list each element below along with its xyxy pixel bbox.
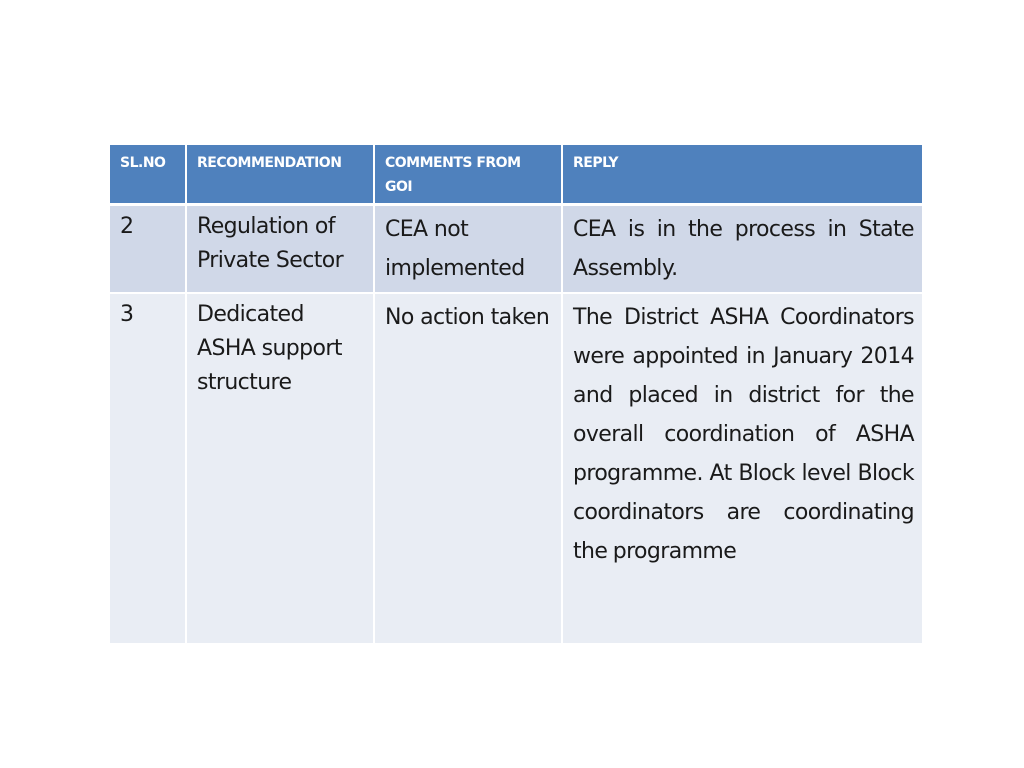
header-recommendation: RECOMMENDATION: [186, 145, 374, 205]
cell-comments: [374, 205, 562, 294]
header-reply: REPLY: [562, 145, 922, 205]
reply-text: The District ASHA Coordinators were appointed in January 2014 and placed in district for the overall coordination of ASHA programme. At Block level Block coordinators are coordinating the programme: [573, 305, 914, 564]
table-header-row: [110, 145, 922, 205]
table-row: [110, 293, 922, 644]
recommendations-table: [110, 145, 922, 645]
header-sl-no: SL.NO: [110, 145, 186, 205]
cell-sl-no: [110, 293, 186, 644]
sl-no-value: 3: [120, 302, 134, 327]
cell-reply: [562, 293, 922, 644]
cell-comments: [374, 293, 562, 644]
recommendation-text: Regulation of Private Sector: [197, 214, 344, 273]
table-row: [110, 205, 922, 294]
recommendation-text: Dedicated ASHA support structure: [197, 302, 342, 395]
cell-recommendation: [186, 293, 374, 644]
comments-text: No action taken: [385, 305, 550, 330]
comments-text: CEA not implemented: [385, 217, 525, 281]
reply-text: CEA is in the process in State Assembly.: [573, 217, 914, 281]
sl-no-value: 2: [120, 214, 134, 239]
cell-recommendation: [186, 205, 374, 294]
header-comments-from-goi: COMMENTS FROM GOI: [374, 145, 562, 205]
cell-sl-no: [110, 205, 186, 294]
cell-reply: [562, 205, 922, 294]
